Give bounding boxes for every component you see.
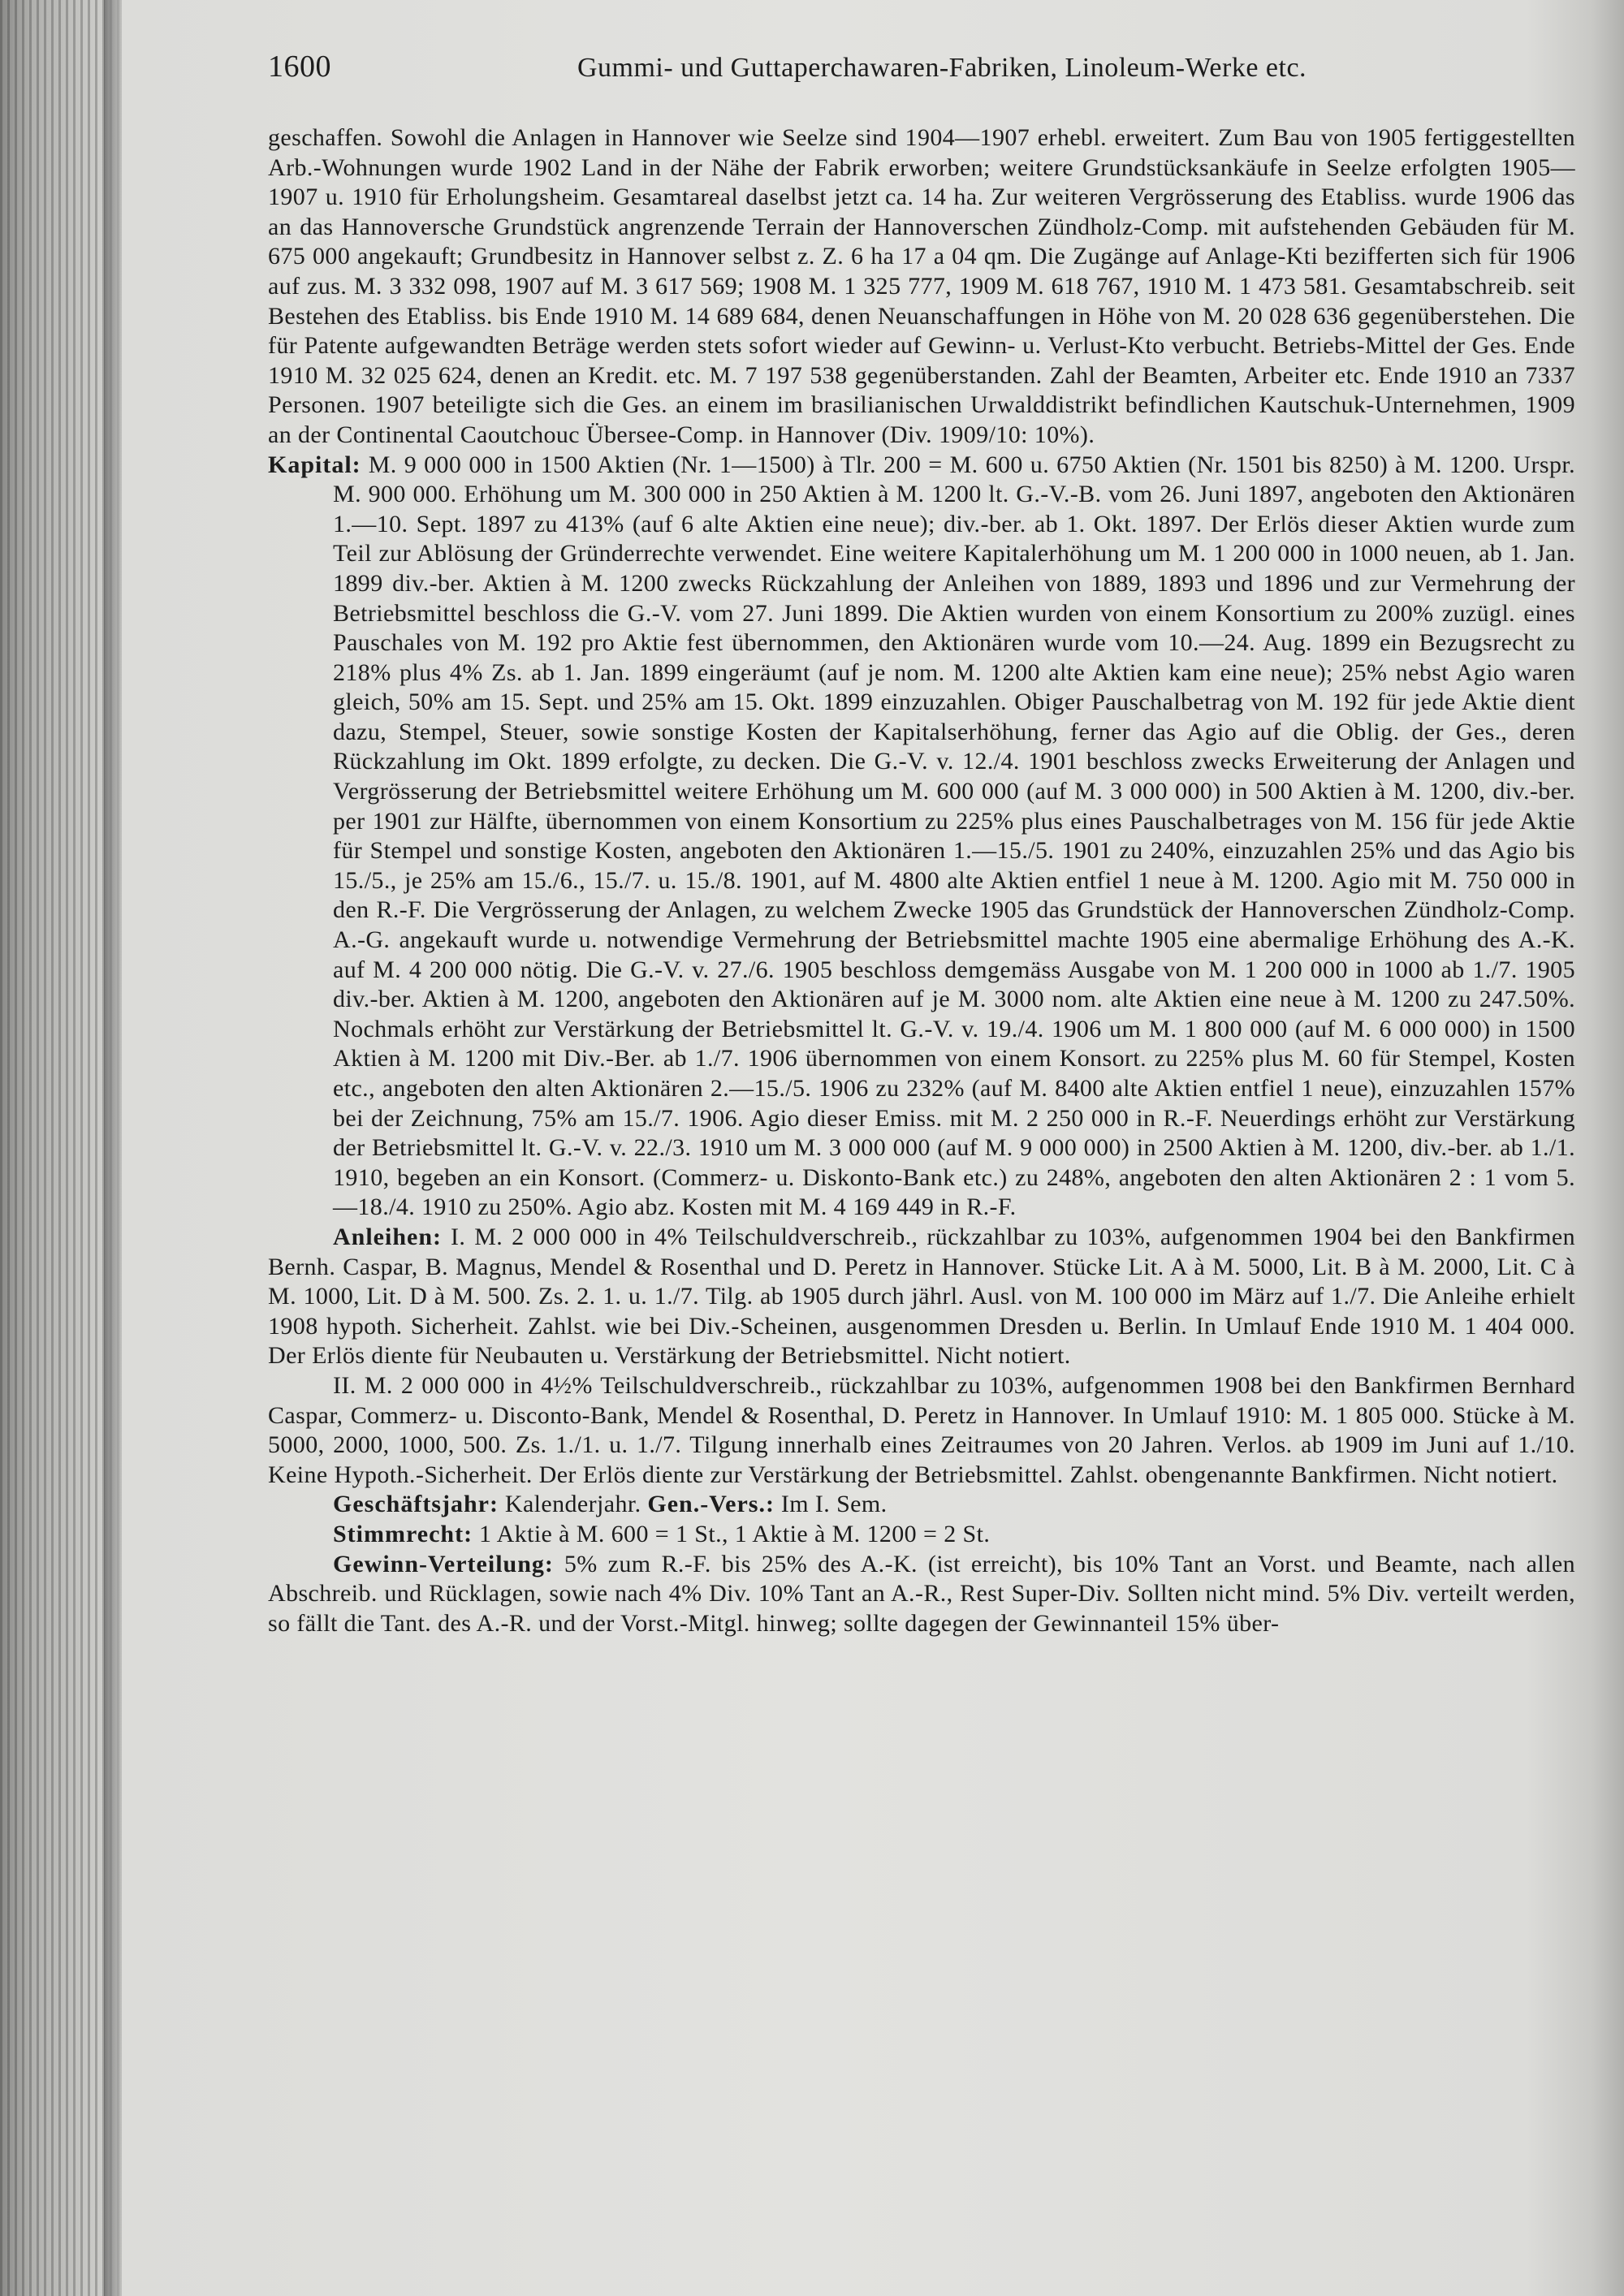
geschaeftsjahr-text: Kalenderjahr. [504, 1491, 641, 1518]
gewinn-verteilung-label: Gewinn-Verteilung: [333, 1550, 554, 1577]
page-header [268, 49, 1575, 99]
page-body [268, 123, 1575, 1638]
anleihen-second-paragraph: II. M. 2 000 000 in 4½% Teilschuldverschreib., rückzahlbar zu 103%, aufgenommen 1908 bei den Bankfirmen Bernhard Caspar, Commerz- u. Disconto-Bank, Mendel & Rosenthal, D. Peretz in Hannover. In Umlauf 1910: M. 1 805 000. Stücke à M. 5000, 2000, 1000, 500. Zs. 1./1. u. 1./7. Tilgung innerhalb eines Zeitraumes von 20 Jahren. Verlos. ab 1909 im Juni auf 1./10. Keine Hypoth.-Sicherheit. Der Erlös diente zur Verstärkung der Betriebsmittel. Zahlst. obengenannte Bankfirmen. Nicht notiert. [268, 1371, 1575, 1488]
running-title: Gummi- und Guttaperchawaren-Fabriken, Linoleum-Werke etc. [577, 53, 1307, 83]
page-number: 1600 [268, 50, 331, 84]
intro-paragraph: geschaffen. Sowohl die Anlagen in Hannover wie Seelze sind 1904—1907 erhebl. erweitert. Zum Bau von 1905 fertiggestellten Arb.-Wohnungen wurde 1902 Land in der Nähe der Fabrik erworben; weitere Grundstücksankäufe in Seelze erfolgten 1905—1907 u. 1910 für Erholungsheim. Gesamtareal daselbst jetzt ca. 14 ha. Zur weiteren Vergrösserung des Etabliss. wurde 1906 das an das Hannoversche Grundstück angrenzende Terrain der Hannoverschen Zündholz-Comp. mit aufstehenden Gebäuden für M. 675 000 angekauft; Grundbesitz in Hannover selbst z. Z. 6 ha 17 a 04 qm. Die Zugänge auf Anlage-Kti bezifferten sich für 1906 auf zus. M. 3 332 098, 1907 auf M. 3 617 569; 1908 M. 1 325 777, 1909 M. 618 767, 1910 M. 1 473 581. Gesamtabschreib. seit Bestehen des Etabliss. bis Ende 1910 M. 14 689 684, denen Neuanschaffungen in Höhe von M. 20 028 636 gegenüberstehen. Die für Patente aufgewandten Beträge werden stets sofort wieder auf Gewinn- u. Verlust-Kto verbucht. Betriebs-Mittel der Ges. Ende 1910 M. 32 025 624, denen an Kredit. etc. M. 7 197 538 gegenüberstanden. Zahl der Beamten, Arbeiter etc. Ende 1910 an 7337 Personen. 1907 beteiligte sich die Ges. an einem im brasilianischen Urwalddistrikt befindlichen Kautschuk-Unternehmen, 1909 an der Continental Caoutchouc Übersee-Comp. in Hannover (Div. 1909/10: 10%). [268, 124, 1575, 448]
page-gutter-edge [104, 0, 122, 2296]
anleihen-section [268, 1223, 1575, 1371]
anleihen-label: Anleihen: [333, 1223, 443, 1250]
kapital-label: Kapital: [268, 451, 361, 478]
gewinn-verteilung-section [268, 1550, 1575, 1639]
kapital-text: M. 9 000 000 in 1500 Aktien (Nr. 1—1500) à Tlr. 200 = M. 600 u. 6750 Aktien (Nr. 1501 bis 8250) à M. 1200. Urspr. M. 900 000. Erhöhung um M. 300 000 in 250 Aktien à M. 1200 lt. G.-V.-B. vom 26. Juni 1897, angeboten den Aktionären 1.—10. Sept. 1897 zu 413% (auf 6 alte Aktien eine neue); div.-ber. ab 1. Okt. 1897. Der Erlös dieser Aktien wurde zum Teil zur Ablösung der Gründerrechte verwendet. Eine weitere Kapitalerhöhung um M. 1 200 000 in 1000 neuen, ab 1. Jan. 1899 div.-ber. Aktien à M. 1200 zwecks Rückzahlung der Anleihen von 1889, 1893 und 1896 und zur Vermehrung der Betriebsmittel beschloss die G.-V. vom 27. Juni 1899. Die Aktien wurden von einem Konsortium zu 200% zuzügl. eines Pauschales von M. 192 pro Aktie fest übernommen, den Aktionären wurde vom 10.—24. Aug. 1899 ein Bezugsrecht zu 218% plus 4% Zs. ab 1. Jan. 1899 eingeräumt (auf je nom. M. 1200 alte Aktien kam eine neue); 25% nebst Agio waren gleich, 50% am 15. Sept. und 25% am 15. Okt. 1899 einzuzahlen. Obiger Pauschalbetrag von M. 192 für jede Aktie dient dazu, Stempel, Steuer, sowie sonstige Kosten der Kapitalserhöhung, ferner das Agio auf die Oblig. der Ges., deren Rückzahlung im Okt. 1899 erfolgte, zu decken. Die G.-V. v. 12./4. 1901 beschloss zwecks Erweiterung der Anlagen und Vergrösserung der Betriebsmittel weitere Erhöhung um M. 600 000 (auf M. 3 000 000) in 500 Aktien à M. 1200, div.-ber. per 1901 zur Hälfte, übernommen von einem Konsortium zu 225% plus eines Pauschalbetrages von M. 156 für jede Aktie für Stempel und sonstige Kosten, angeboten den Aktionären 1.—15./5. 1901 zu 240%, einzuzahlen 25% und das Agio bis 15./5., je 25% am 15./6., 15./7. u. 15./8. 1901, auf M. 4800 alte Aktien entfiel 1 neue à M. 1200. Agio mit M. 750 000 in den R.-F. Die Vergrösserung der Anlagen, zu welchem Zwecke 1905 das Grundstück der Hannoverschen Zündholz-Comp. A.-G. angekauft wurde u. notwendige Vermehrung der Betriebsmittel machte 1905 eine abermalige Erhöhung des A.-K. auf M. 4 200 000 nötig. Die G.-V. v. 27./6. 1905 beschloss demgemäss Ausgabe von M. 1 200 000 in 1000 ab 1./7. 1905 div.-ber. Aktien à M. 1200, angeboten den Aktionären auf je M. 3000 nom. alte Aktien eine neue à M. 1200 zu 247.50%. Nochmals erhöht zur Verstärkung der Betriebsmittel lt. G.-V. v. 19./4. 1906 um M. 1 800 000 (auf M. 6 000 000) in 1500 Aktien à M. 1200 mit Div.-Ber. ab 1./7. 1906 übernommen von einem Konsort. zu 225% plus M. 60 für Stempel, Kosten etc., angeboten den alten Aktionären 2.—15./5. 1906 zu 232% (auf M. 8400 alte Aktien entfiel 1 neue), einzuzahlen 157% bei der Zeichnung, 75% am 15./7. 1906. Agio dieser Emiss. mit M. 2 250 000 in R.-F. Neuerdings erhöht zur Verstärkung der Betriebsmittel lt. G.-V. v. 22./3. 1910 um M. 3 000 000 (auf M. 9 000 000) in 2500 Aktien à M. 1200, div.-ber. ab 1./1. 1910, begeben an ein Konsort. (Commerz- u. Diskonto-Bank etc.) zu 248%, angeboten den alten Aktionären 2 : 1 vom 5.—18./4. 1910 zu 250%. Agio abz. Kosten mit M. 4 169 449 in R.-F. [333, 451, 1575, 1221]
stimmrecht-label: Stimmrecht: [333, 1520, 473, 1547]
stimmrecht-line [268, 1520, 1575, 1550]
anleihen-text: I. M. 2 000 000 in 4% Teilschuldverschreib., rückzahlbar zu 103%, aufgenommen 1904 bei den Bankfirmen Bernh. Caspar, B. Magnus, Mendel & Rosenthal und D. Peretz in Hannover. Stücke Lit. A à M. 5000, Lit. B à M. 2000, Lit. C à M. 1000, Lit. D à M. 500. Zs. 2. 1. u. 1./7. Tilg. ab 1905 durch jährl. Ausl. von M. 100 000 im März auf 1./7. Die Anleihe erhielt 1908 hypoth. Sicherheit. Zahlst. wie bei Div.-Scheinen, ausgenommen Dresden u. Berlin. In Umlauf Ende 1910 M. 1 404 000. Der Erlös diente für Neubauten u. Verstärkung der Betriebsmittel. Nicht notiert. [268, 1223, 1575, 1370]
kapital-section [268, 451, 1575, 1223]
geschaeftsjahr-line [268, 1490, 1575, 1520]
page-content [268, 49, 1575, 1638]
stimmrecht-text: 1 Aktie à M. 600 = 1 St., 1 Aktie à M. 1200 = 2 St. [478, 1520, 991, 1547]
gewinn-verteilung-text: 5% zum R.-F. bis 25% des A.-K. (ist erreicht), bis 10% Tant an Vorst. und Beamte, nach allen Abschreib. und Rücklagen, sowie nach 4% Div. 10% Tant an A.-R., Rest Super-Div. Sollten nicht mind. 5% Div. verteilt werden, so fällt die Tant. des A.-R. und der Vorst.-Mitgl. hinweg; sollte dagegen der Gewinnanteil 15% über- [268, 1550, 1575, 1637]
geschaeftsjahr-label: Geschäftsjahr: [333, 1491, 499, 1518]
gen-vers-text: Im I. Sem. [780, 1491, 888, 1518]
gen-vers-label: Gen.-Vers.: [647, 1491, 775, 1518]
